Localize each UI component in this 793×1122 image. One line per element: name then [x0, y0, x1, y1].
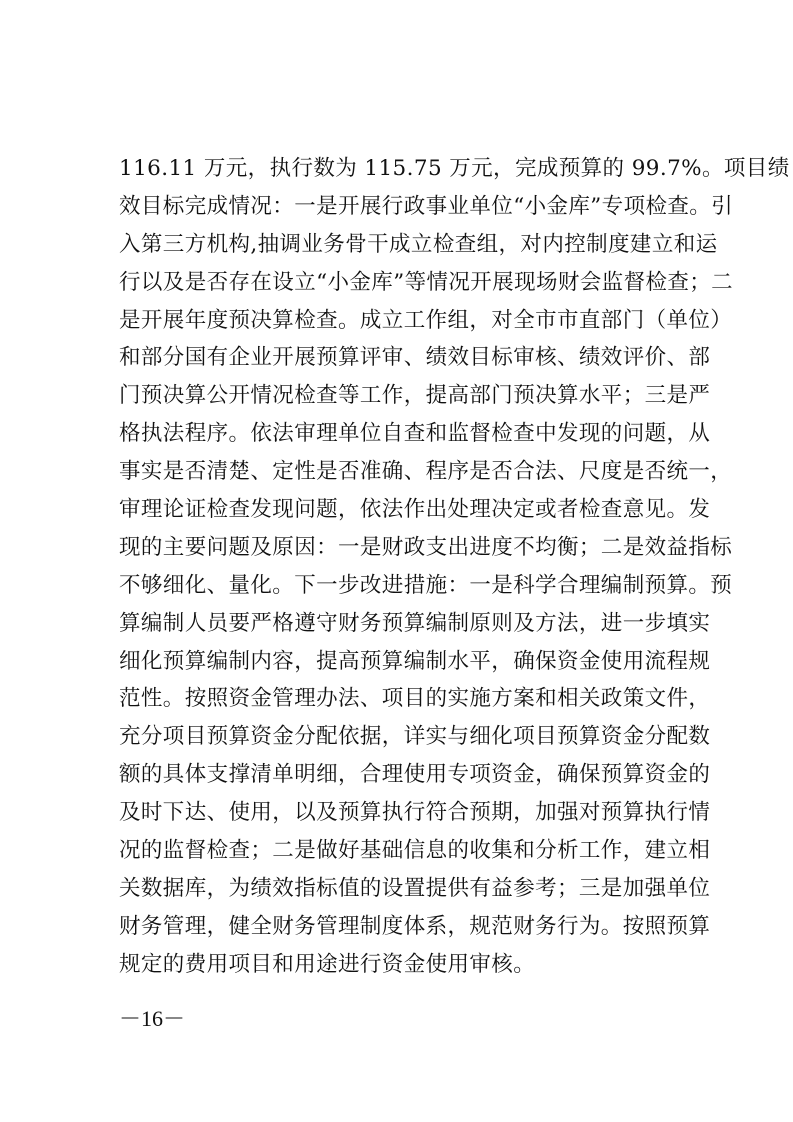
text-line: 现的主要问题及原因：一是财政支出进度不均衡；二是效益指标 — [119, 534, 733, 560]
page-number: －16－ — [119, 1006, 186, 1031]
text-line: 门预决算公开情况检查等工作，提高部门预决算水平；三是严 — [119, 383, 711, 409]
text-line: 116.11 万元，执行数为 115.75 万元，完成预算的 99.7%。项目绩 — [119, 156, 790, 181]
text-line: 格执法程序。依法审理单位自查和监督检查中发现的问题，从 — [119, 421, 711, 447]
text-line: 细化预算编制内容，提高预算编制水平，确保资金使用流程规 — [119, 648, 711, 674]
text-line: 行以及是否存在设立“小金库”等情况开展现场财会监督检查；二 — [119, 269, 734, 295]
text-line: 和部分国有企业开展预算评审、绩效目标审核、绩效评价、部 — [119, 345, 711, 371]
text-line: 审理论证检查发现问题，依法作出处理决定或者检查意见。发 — [119, 497, 711, 523]
text-line: 事实是否清楚、定性是否准确、程序是否合法、尺度是否统一， — [119, 459, 733, 485]
text-line: 规定的费用项目和用途进行资金使用审核。 — [119, 951, 536, 977]
text-line: 入第三方机构,抽调业务骨干成立检查组，对内控制度建立和运 — [119, 231, 718, 257]
text-line: 额的具体支撑清单明细，合理使用专项资金，确保预算资金的 — [119, 762, 711, 788]
text-line: 财务管理，健全财务管理制度体系，规范财务行为。按照预算 — [119, 913, 711, 939]
text-line: 效目标完成情况：一是开展行政事业单位“小金库”专项检查。引 — [119, 193, 734, 219]
text-line: 及时下达、使用，以及预算执行符合预期，加强对预算执行情 — [119, 800, 711, 826]
body-text — [119, 150, 790, 984]
text-line: 充分项目预算资金分配依据，详实与细化项目预算资金分配数 — [119, 724, 711, 750]
text-line: 关数据库，为绩效指标值的设置提供有益参考；三是加强单位 — [119, 875, 711, 901]
text-line: 不够细化、量化。下一步改进措施：一是科学合理编制预算。预 — [119, 572, 733, 598]
text-line: 范性。按照资金管理办法、项目的实施方案和相关政策文件， — [119, 686, 711, 712]
text-line: 算编制人员要严格遵守财务预算编制原则及方法，进一步填实 — [119, 610, 711, 636]
text-line: 是开展年度预决算检查。成立工作组，对全市市直部门（单位） — [119, 307, 733, 333]
text-line: 况的监督检查；二是做好基础信息的收集和分析工作，建立相 — [119, 838, 711, 864]
